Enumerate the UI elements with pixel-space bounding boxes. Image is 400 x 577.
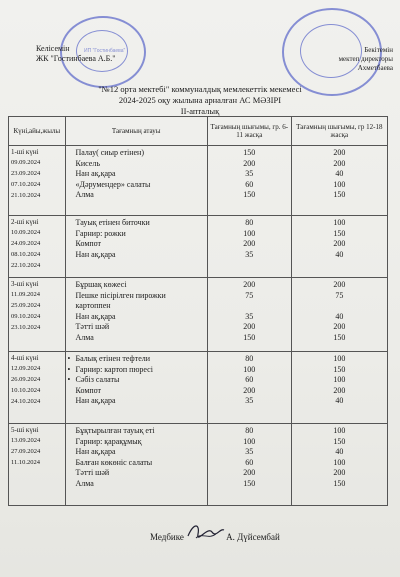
dish-name: Гарнир: қарақұмық xyxy=(75,436,142,446)
portion-value xyxy=(294,301,385,312)
portion-value: 100 xyxy=(333,218,346,227)
portion-value: 60 xyxy=(245,179,254,189)
approval-right-line3: Ахметбаева xyxy=(357,64,393,72)
table-row xyxy=(9,278,388,352)
portion-value: 100 xyxy=(333,426,346,435)
portion-value: 35 xyxy=(245,169,254,178)
dish-name: Тауық етінен биточки xyxy=(75,218,150,227)
portion-value: 200 xyxy=(333,239,346,248)
date: 13.09.2024 xyxy=(11,437,41,444)
portion-value: 100 xyxy=(243,436,256,446)
portion-value xyxy=(210,301,289,312)
dish-cell xyxy=(65,216,207,278)
portion-value: 60 xyxy=(245,375,254,384)
header-day: Күні,айы,жылы xyxy=(9,117,66,146)
portion-value: 150 xyxy=(243,478,256,488)
portion-value: 200 xyxy=(333,322,346,331)
portion-value: 100 xyxy=(333,457,346,467)
dish-name: • Сәбіз салаты xyxy=(76,375,205,386)
date: 07.10.2024 xyxy=(11,181,41,188)
dish-name: Балған көкөніс салаты xyxy=(75,457,153,467)
portion-small-cell xyxy=(207,278,291,352)
dish-cell xyxy=(65,278,207,352)
portion-value: 200 xyxy=(243,322,256,331)
portion-value: 40 xyxy=(335,396,344,405)
dish-name: Нан ақ,қара xyxy=(75,311,116,321)
portion-value: 150 xyxy=(243,332,256,342)
portion-big-cell xyxy=(291,424,387,506)
date: 22.10.2024 xyxy=(11,262,41,269)
date: 10.09.2024 xyxy=(11,229,41,236)
portion-value: 75 xyxy=(245,290,254,300)
portion-big-cell xyxy=(291,278,387,352)
approval-right xyxy=(298,46,393,73)
date: 09.10.2024 xyxy=(11,313,41,320)
dish-name: Нан ақ,қара xyxy=(75,249,116,259)
portion-value: 150 xyxy=(333,190,346,199)
date: 25.09.2024 xyxy=(11,302,41,309)
portion-value: 200 xyxy=(333,385,346,395)
portion-value: 150 xyxy=(333,364,346,374)
week-label: ІІ-апталық xyxy=(180,106,220,116)
date: 27.09.2024 xyxy=(11,448,41,455)
day-label: 5-ші күні xyxy=(11,426,39,434)
portion-value: 35 xyxy=(245,447,254,456)
portion-value: 40 xyxy=(335,311,344,321)
portion-small-cell xyxy=(207,424,291,506)
portion-value: 200 xyxy=(333,158,346,168)
day-cell xyxy=(9,146,66,216)
date: 23.10.2024 xyxy=(11,324,41,331)
menu-title: 2024-2025 оқу жылына арналған АС МӘЗІРІ xyxy=(118,95,282,105)
table-row xyxy=(9,352,388,424)
header-dish: Тағамның атауы xyxy=(65,117,207,146)
portion-value: 200 xyxy=(243,385,256,395)
date: 23.09.2024 xyxy=(11,170,41,177)
portion-big-cell xyxy=(291,146,387,216)
date: 24.09.2024 xyxy=(11,240,41,247)
day-label: 2-ші күні xyxy=(11,218,39,226)
portion-value: 100 xyxy=(333,179,346,189)
dish-name: Алма xyxy=(75,478,94,488)
dish-name: Пешке пісірілген пирожки xyxy=(75,290,166,300)
portion-value: 200 xyxy=(333,280,346,289)
portion-small-cell xyxy=(207,146,291,216)
table-row xyxy=(9,146,388,216)
portion-small-cell xyxy=(207,352,291,424)
portion-value: 80 xyxy=(245,426,254,435)
date: 24.10.2024 xyxy=(11,398,41,405)
portion-value: 80 xyxy=(245,218,254,227)
school-name: "№12 орта мектебі" коммуналдық мемлекеттік мекемесі xyxy=(98,84,302,94)
approval-left-line1: Келісемін xyxy=(36,44,70,53)
portion-value: 200 xyxy=(333,468,346,477)
date: 08.10.2024 xyxy=(11,251,41,258)
left-stamp-text: ИП "Гостинбаева" xyxy=(84,48,126,54)
day-label: 3-ші күні xyxy=(11,280,39,288)
portion-value: 150 xyxy=(333,332,346,342)
dish-cell xyxy=(65,352,207,424)
portion-value: 100 xyxy=(243,364,256,374)
dish-name: Нан ақ,қара xyxy=(75,169,116,178)
dish-name: Гарнир: рожки xyxy=(75,228,126,238)
dish-name: Компот xyxy=(75,385,102,395)
portion-value: 40 xyxy=(335,169,344,178)
portion-value: 100 xyxy=(333,375,346,384)
table-row xyxy=(9,216,388,278)
portion-value: 35 xyxy=(245,249,254,259)
dish-name: Нан ақ,қара xyxy=(75,396,116,405)
portion-big-cell xyxy=(291,352,387,424)
dish-name: Нан ақ,қара xyxy=(75,447,116,456)
portion-value: 200 xyxy=(243,158,256,168)
table-row xyxy=(9,424,388,506)
date: 11.10.2024 xyxy=(11,459,41,466)
portion-value: 200 xyxy=(243,280,256,289)
day-cell xyxy=(9,278,66,352)
table-header-row xyxy=(9,117,388,146)
portion-value: 150 xyxy=(333,228,346,238)
portion-value: 80 xyxy=(245,354,254,363)
menu-table xyxy=(8,116,388,506)
dish-cell xyxy=(65,424,207,506)
date: 09.09.2024 xyxy=(11,159,41,166)
portion-value: 200 xyxy=(243,468,256,477)
approval-left-line2: ЖК "Гостинбаева А.Б." xyxy=(36,54,116,63)
portion-big-cell xyxy=(291,216,387,278)
dish-cell xyxy=(65,146,207,216)
day-label: 1-ші күні xyxy=(11,148,39,156)
dish-name: Кисель xyxy=(75,158,100,168)
approval-right-line1: Бекітемін xyxy=(364,46,393,54)
day-label: 4-ші күні xyxy=(11,354,39,362)
dish-name: Бұршақ көжесі xyxy=(75,280,127,289)
portion-value: 40 xyxy=(335,249,344,259)
day-cell xyxy=(9,424,66,506)
date: 10.10.2024 xyxy=(11,387,41,394)
footer xyxy=(150,532,280,542)
dish-name: «Дәрумендер» салаты xyxy=(75,179,151,189)
day-cell xyxy=(9,352,66,424)
footer-role: Медбике xyxy=(150,532,184,542)
day-cell xyxy=(9,216,66,278)
portion-value: 35 xyxy=(245,396,254,405)
portion-value: 200 xyxy=(243,239,256,248)
dish-name: Алма xyxy=(75,190,94,199)
dish-name: картоппен xyxy=(75,301,111,310)
approval-right-line2: мектеп директоры xyxy=(338,55,393,63)
portion-value: 35 xyxy=(245,311,254,321)
dish-name: Тәтті шәй xyxy=(75,322,110,331)
portion-value: 40 xyxy=(335,447,344,456)
portion-value: 150 xyxy=(333,478,346,488)
portion-value: 100 xyxy=(333,354,346,363)
dish-name: • Гарнир: картоп пюресі xyxy=(76,365,205,376)
portion-value: 200 xyxy=(333,148,346,157)
date: 21.10.2024 xyxy=(11,192,41,199)
dish-name: Палау( сиыр етінен) xyxy=(75,148,144,157)
portion-small-cell xyxy=(207,216,291,278)
portion-value: 150 xyxy=(243,148,256,157)
portion-value: 100 xyxy=(243,228,256,238)
dish-name: Компот xyxy=(75,239,102,248)
portion-value: 60 xyxy=(245,457,254,467)
portion-value: 150 xyxy=(243,190,256,199)
dish-name: Тәтті шәй xyxy=(75,468,110,477)
footer-name: А. Дүйсембай xyxy=(226,532,280,542)
portion-value: 75 xyxy=(335,290,344,300)
dish-name: • Балық етінен тефтели xyxy=(76,354,205,365)
approval-left xyxy=(36,44,116,64)
header-portion-small: Тағамның шығымы, гр. 6-11 жасқа xyxy=(207,117,291,146)
portion-value: 150 xyxy=(333,436,346,446)
date: 12.09.2024 xyxy=(11,365,41,372)
date: 11.09.2024 xyxy=(11,291,41,298)
date: 26.09.2024 xyxy=(11,376,41,383)
header-portion-big: Тағамның шығымы, гр 12-18 жасқа xyxy=(291,117,387,146)
dish-name: Бұқтырылған тауық еті xyxy=(75,426,155,435)
dish-name: Алма xyxy=(75,332,94,342)
